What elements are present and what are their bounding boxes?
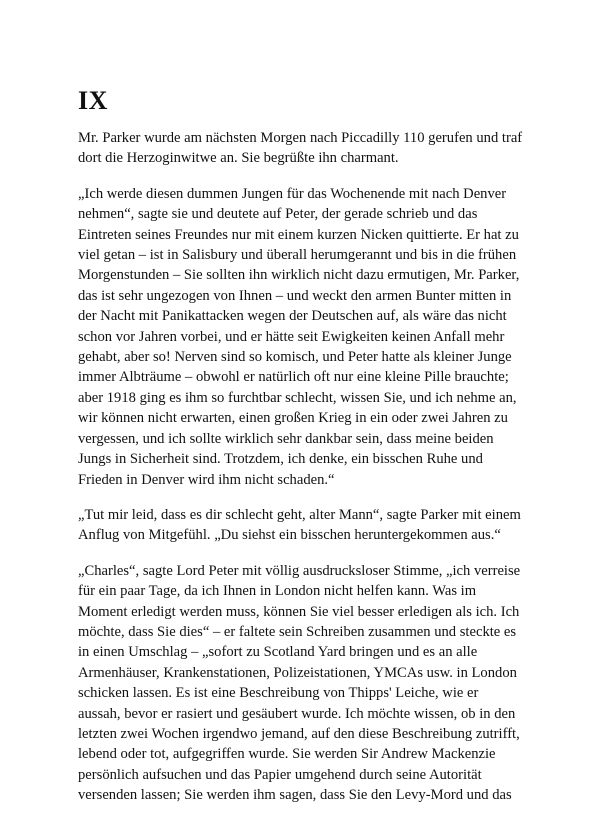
chapter-heading: IX xyxy=(78,86,108,115)
text-line: aussah, bevor er rasiert und gesäubert wurde. Ich möchte wissen, ob in den xyxy=(78,705,516,722)
text-line: möchte, dass Sie dies“ – er faltete sein Schreiben zusammen und steckte es xyxy=(78,623,517,640)
text-line: versenden lassen; Sie werden ihm sagen, dass Sie den Levy-Mord und das xyxy=(78,787,512,804)
text-line: Anflug von Mitgefühl. „Du siehst ein bisschen heruntergekommen aus.“ xyxy=(78,527,501,544)
paragraph xyxy=(78,505,528,546)
text-line: persönlich aufsuchen und das Papier umgehend durch seine Autorität xyxy=(78,766,482,783)
text-line: in einen Umschlag – „sofort zu Scotland Yard bringen und es an alle xyxy=(78,644,478,661)
text-line: für ein paar Tage, da ich Ihnen in London nicht helfen kann. Was im xyxy=(78,583,477,600)
text-line: viel getan – ist in Salisbury und überall herumgerannt und bis in die frühen xyxy=(78,247,517,264)
text-line: Armenhäuser, Krankenstationen, Polizeistationen, YMCAs usw. in London xyxy=(78,664,517,681)
text-line: Morgenstunden – Sie sollten ihn wirklich nicht dazu ermutigen, Mr. Parker, xyxy=(78,267,520,284)
text-line: „Tut mir leid, dass es dir schlecht geht, alter Mann“, sagte Parker mit einem xyxy=(78,506,521,523)
text-line: „Ich werde diesen dummen Jungen für das Wochenende mit nach Denver xyxy=(78,185,507,202)
text-line: vergessen, und ich sollte wirklich sehr dankbar sein, dass meine beiden xyxy=(78,430,494,447)
text-line: wir können nicht erwarten, einen großen Krieg in ein oder zwei Jahren zu xyxy=(78,410,508,427)
body-text xyxy=(78,128,528,821)
text-line: letzten zwei Wochen irgendwo jemand, auf den diese Beschreibung zutrifft, xyxy=(78,725,520,742)
paragraph xyxy=(78,561,528,806)
text-line: immer Albträume – obwohl er natürlich oft nur eine kleine Pille brauchte; xyxy=(78,369,509,386)
text-line: schicken lassen. Es ist eine Beschreibung von Thipps' Leiche, wie er xyxy=(78,685,479,702)
text-line: gehabt, aber so! Nerven sind so komisch, und Peter hatte als kleiner Junge xyxy=(78,349,512,366)
text-line: lebend oder tot, aufgegriffen wurde. Sie werden Sir Andrew Mackenzie xyxy=(78,746,496,763)
text-line: das ist sehr ungezogen von Ihnen – und weckt den armen Bunter mitten in xyxy=(78,287,512,304)
text-line: aber 1918 ging es ihm so furchtbar schlecht, wissen Sie, und ich nehme an, xyxy=(78,389,517,406)
text-line: dort die Herzoginwitwe an. Sie begrüßte ihn charmant. xyxy=(78,150,399,167)
text-line: „Charles“, sagte Lord Peter mit völlig ausdrucksloser Stimme, „ich verreise xyxy=(78,562,521,579)
text-line: Moment erledigt werden muss, können Sie viel besser erledigen als ich. Ich xyxy=(78,603,520,620)
text-line: Frieden in Denver wird ihm nicht schaden.“ xyxy=(78,471,335,488)
text-line: nehmen“, sagte sie und deutete auf Peter, der gerade schrieb und das xyxy=(78,206,478,223)
text-line: Mr. Parker wurde am nächsten Morgen nach Piccadilly 110 gerufen und traf xyxy=(78,130,523,146)
text-line: schon vor Jahren vorbei, und er hätte seit Ewigkeiten keinen Anfall mehr xyxy=(78,328,505,345)
paragraph xyxy=(78,128,528,169)
text-line: Jungs in Sicherheit sind. Trotzdem, ich denke, ein bisschen Ruhe und xyxy=(78,451,483,468)
text-line: Eintreten seines Freundes nur mit einem kurzen Nicken quittierte. Er hat zu xyxy=(78,226,519,243)
paragraph xyxy=(78,184,528,490)
text-line: der Nacht mit Panikattacken wegen der Deutschen auf, als wäre das nicht xyxy=(78,308,507,325)
